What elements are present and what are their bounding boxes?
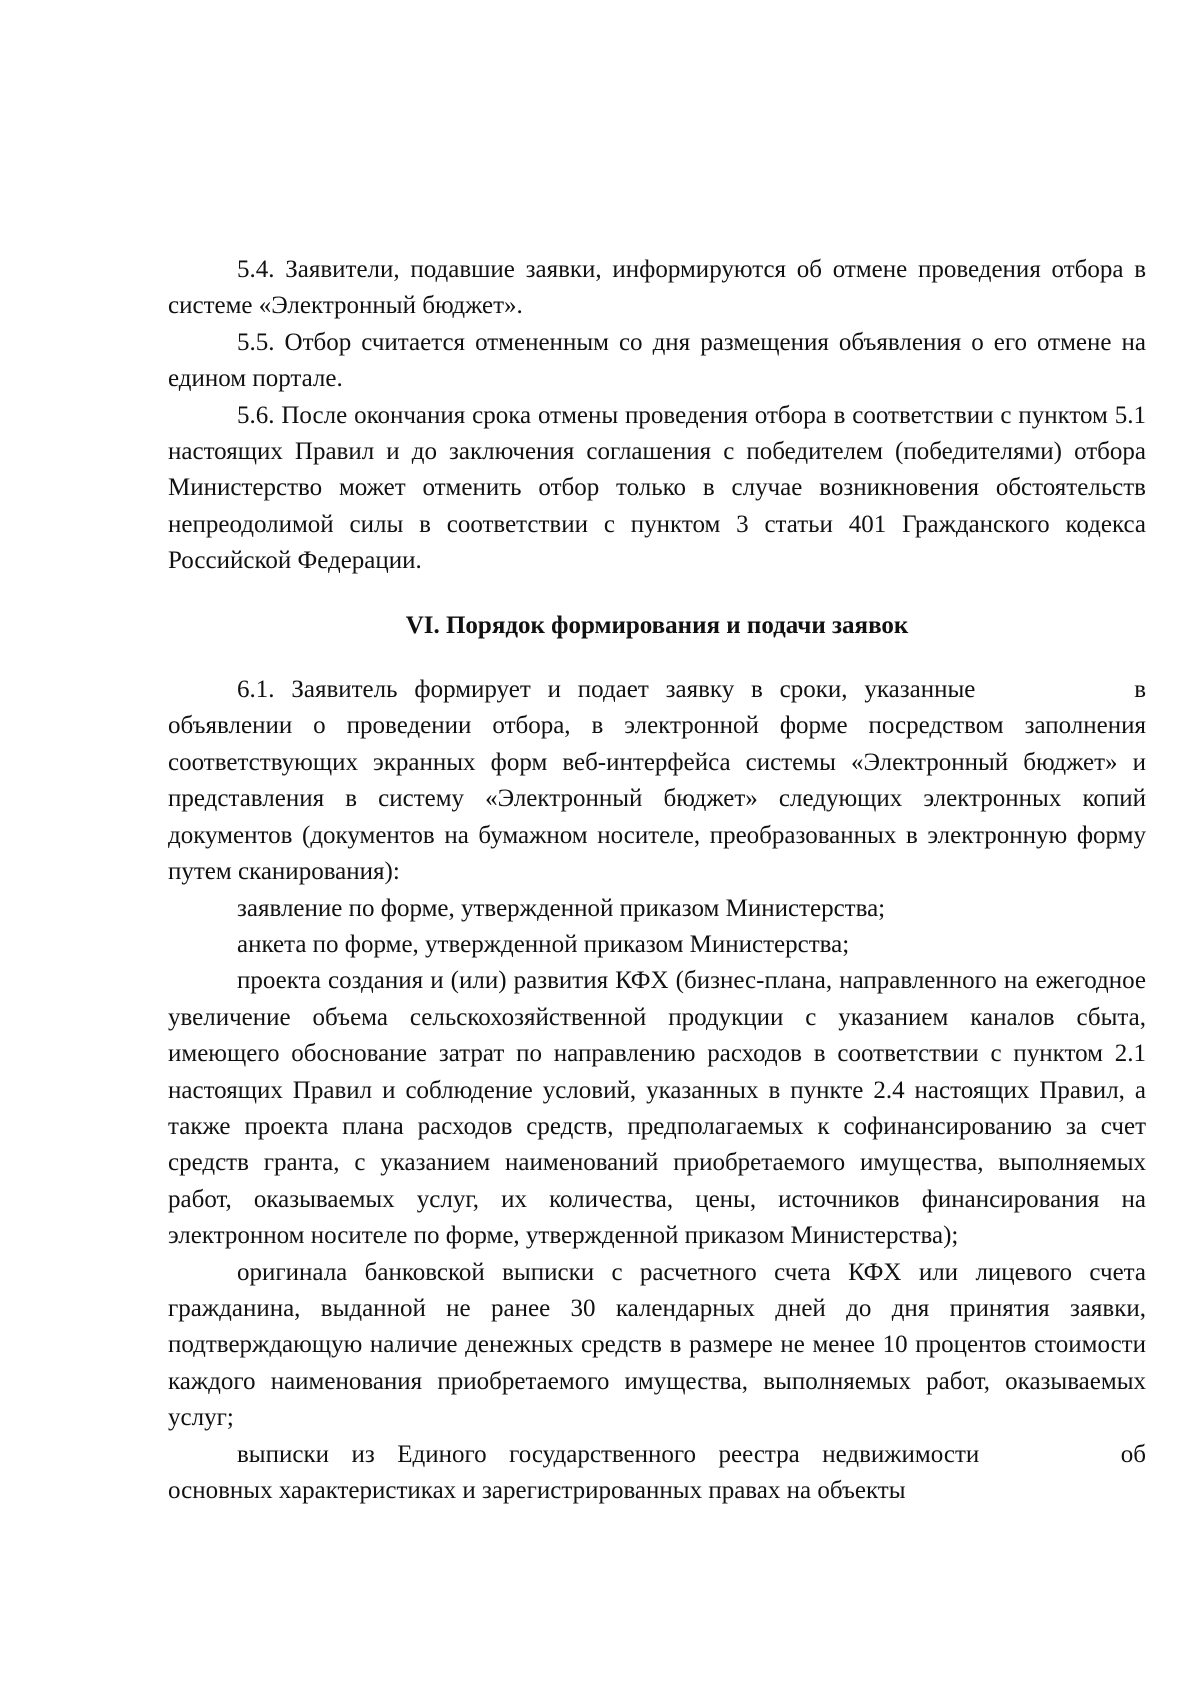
paragraph-6-1-start: 6.1. Заявитель формирует и подает заявку в сроки, указанные [237, 676, 976, 704]
paragraph-6-1 [168, 672, 1146, 890]
document-page [168, 252, 1146, 1509]
list-item-project: проекта создания и (или) развития КФХ (бизнес-плана, направленного на ежегодное увеличение объема сельскохозяйственной продукции с указанием каналов сбыта, имеющего обоснование затрат по направлению расходов в соответствии с пунктом 2.1 настоящих Правил и соблюдение условий, указанных в пункте 2.4 настоящих Правил, а также проекта плана расходов средств, предполагаемых к софинансированию за счет средств гранта, с указанием наименований приобретаемого имущества, выполняемых работ, оказываемых услуг, их количества, цены, источников финансирования на электронном носителе по форме, утвержденной приказом Министерства); [168, 967, 1146, 1250]
list-item-application: заявление по форме, утвержденной приказом Министерства; [237, 894, 886, 922]
paragraph-5-6: 5.6. После окончания срока отмены проведения отбора в соответствии с пунктом 5.1 настоящих Правил и до заключения соглашения с победителем (победителями) отбора Министерство может отменить отбор только в случае возникновения обстоятельств непреодолимой силы в соответствии с пунктом 3 статьи 401 Гражданского кодекса Российской Федерации. [168, 401, 1146, 575]
paragraph-6-1-rest: в объявлении о проведении отбора, в электронной форме посредством заполнения соответствующих экранных форм веб-интерфейса системы «Электронный бюджет» и представления в систему «Электронный бюджет» следующих электронных копий документов (документов на бумажном носителе, преобразованных в электронную форму путем сканирования): [168, 676, 1147, 886]
registry-extract-rest: об основных характеристиках и зарегистрированных правах на объекты [168, 1440, 1147, 1504]
registry-extract-start: выписки из Единого государственного реестра недвижимости [237, 1440, 980, 1468]
list-item-registry-extract [168, 1437, 1146, 1510]
section-heading: VI. Порядок формирования и подачи заявок [405, 611, 909, 639]
list-item-questionnaire: анкета по форме, утвержденной приказом Министерства; [237, 930, 850, 958]
paragraph-5-4: 5.4. Заявители, подавшие заявки, информируются об отмене проведения отбора в системе «Электронный бюджет». [168, 256, 1146, 320]
list-item-bank-statement: оригинала банковской выписки с расчетного счета КФХ или лицевого счета гражданина, выданной не ранее 30 календарных дней до дня принятия заявки, подтверждающую наличие денежных средств в размере не менее 10 процентов стоимости каждого наименования приобретаемого имущества, выполняемых работ, оказываемых услуг; [168, 1258, 1146, 1432]
paragraph-5-5: 5.5. Отбор считается отмененным со дня размещения объявления о его отмене на едином портале. [168, 328, 1146, 393]
